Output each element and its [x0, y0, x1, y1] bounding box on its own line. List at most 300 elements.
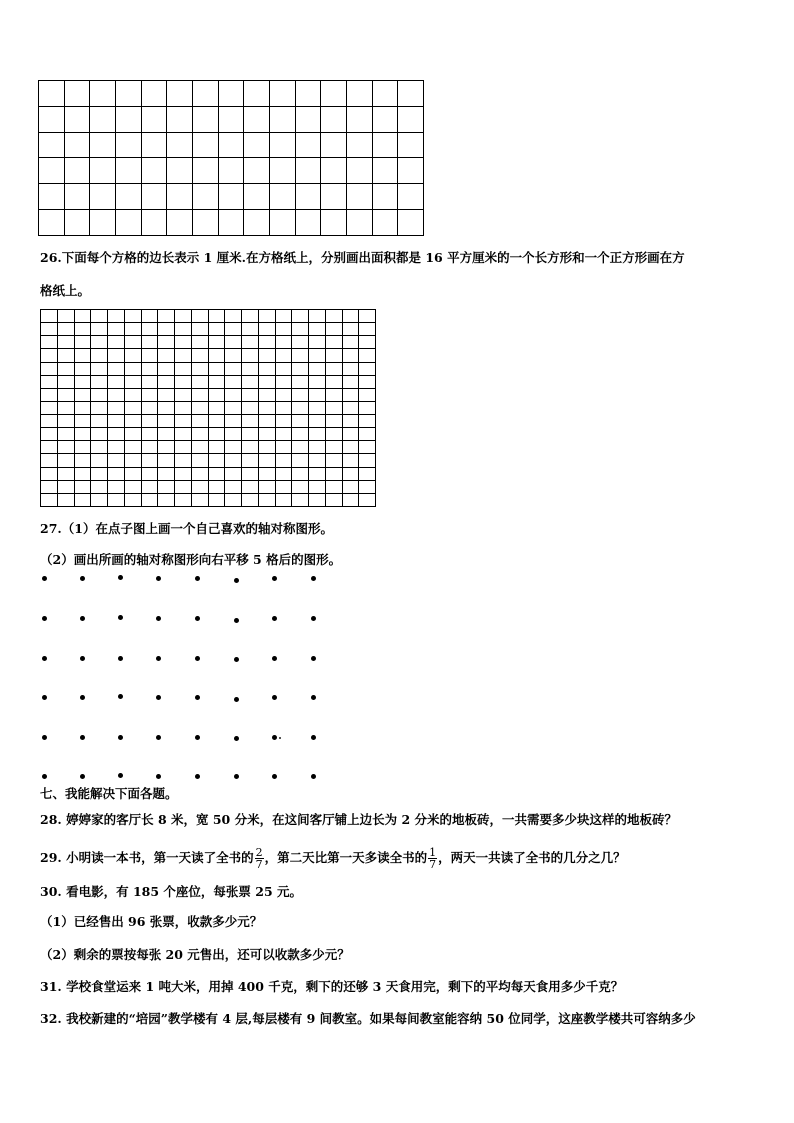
- grid-cell: [359, 415, 376, 428]
- grid-cell: [39, 158, 65, 184]
- grid-cell: [141, 362, 158, 375]
- grid-cell: [372, 210, 398, 236]
- grid-cell: [244, 132, 270, 158]
- grid-cell: [141, 336, 158, 349]
- grid-cell: [295, 106, 321, 132]
- grid-dot: [195, 616, 200, 621]
- q27-part2: （2）画出所画的轴对称图形向右平移 5 格后的图形。: [40, 552, 342, 567]
- grid-cell: [292, 388, 309, 401]
- grid-cell: [158, 336, 175, 349]
- grid-dot: [80, 735, 85, 740]
- grid-dot: [311, 695, 316, 700]
- grid-cell: [64, 132, 90, 158]
- grid-dot: [118, 735, 123, 740]
- grid-cell: [141, 323, 158, 336]
- grid-cell: [342, 428, 359, 441]
- grid-cell: [258, 428, 275, 441]
- grid-cell: [191, 401, 208, 414]
- grid-cell: [208, 415, 225, 428]
- answer-grid-top: [38, 80, 424, 236]
- grid-cell: [292, 310, 309, 323]
- grid-cell: [295, 132, 321, 158]
- grid-cell: [74, 349, 91, 362]
- grid-cell: [91, 375, 108, 388]
- grid-cell: [175, 401, 192, 414]
- grid-cell: [41, 323, 58, 336]
- grid-cell: [108, 388, 125, 401]
- grid-cell: [275, 323, 292, 336]
- grid-cell: [192, 158, 218, 184]
- grid-cell: [244, 106, 270, 132]
- grid-cell: [39, 210, 65, 236]
- grid-cell: [242, 467, 259, 480]
- grid-cell: [57, 323, 74, 336]
- grid-cell: [269, 81, 295, 107]
- q27-part2-line: [40, 552, 341, 568]
- grid-cell: [269, 184, 295, 210]
- grid-cell: [74, 428, 91, 441]
- grid-cell: [325, 480, 342, 493]
- grid-cell: [225, 493, 242, 506]
- grid-cell: [41, 441, 58, 454]
- grid-cell: [158, 401, 175, 414]
- grid-cell: [359, 375, 376, 388]
- grid-cell: [242, 336, 259, 349]
- grid-cell: [39, 184, 65, 210]
- grid-dot: [156, 576, 161, 581]
- grid-cell: [225, 467, 242, 480]
- grid-cell: [108, 375, 125, 388]
- grid-cell: [325, 415, 342, 428]
- grid-cell: [141, 454, 158, 467]
- grid-dot: [80, 616, 85, 621]
- grid-cell: [91, 441, 108, 454]
- grid-cell: [359, 441, 376, 454]
- grid-cell: [269, 132, 295, 158]
- grid-cell: [41, 336, 58, 349]
- q28-number: 28.: [40, 812, 62, 827]
- grid-dot: [156, 656, 161, 661]
- grid-cell: [191, 323, 208, 336]
- q29-text-a: 小明读一本书，第一天读了全书的: [66, 850, 254, 865]
- q26-text-line2: 格纸上。: [40, 283, 91, 298]
- grid-cell: [275, 336, 292, 349]
- grid-cell: [275, 480, 292, 493]
- grid-cell: [74, 467, 91, 480]
- grid-cell: [225, 375, 242, 388]
- grid-cell: [346, 132, 372, 158]
- grid-cell: [398, 210, 424, 236]
- q29-frac1-num: 2: [255, 846, 263, 859]
- grid-dot: [42, 656, 47, 661]
- grid-cell: [141, 401, 158, 414]
- grid-cell: [372, 158, 398, 184]
- grid-cell: [242, 415, 259, 428]
- grid-cell: [309, 401, 326, 414]
- grid-cell: [346, 210, 372, 236]
- grid-cell: [57, 441, 74, 454]
- grid-cell: [398, 184, 424, 210]
- grid-cell: [91, 323, 108, 336]
- q29-number: 29.: [40, 850, 62, 865]
- grid-cell: [158, 454, 175, 467]
- grid-cell: [309, 454, 326, 467]
- grid-cell: [141, 184, 167, 210]
- grid-cell: [57, 349, 74, 362]
- grid-dot: [195, 656, 200, 661]
- grid-cell: [244, 81, 270, 107]
- grid-cell: [342, 441, 359, 454]
- grid-cell: [309, 336, 326, 349]
- grid-cell: [342, 454, 359, 467]
- grid-cell: [158, 310, 175, 323]
- grid-cell: [309, 493, 326, 506]
- grid-cell: [124, 454, 141, 467]
- grid-cell: [74, 336, 91, 349]
- grid-cell: [258, 336, 275, 349]
- grid-cell: [91, 349, 108, 362]
- grid-dot: [311, 616, 316, 621]
- grid-cell: [242, 480, 259, 493]
- grid-cell: [167, 158, 193, 184]
- grid-cell: [258, 441, 275, 454]
- grid-cell: [158, 362, 175, 375]
- grid-cell: [269, 106, 295, 132]
- grid-cell: [41, 310, 58, 323]
- grid-cell: [115, 210, 141, 236]
- q27-number: 27.: [40, 521, 62, 536]
- grid-cell: [325, 428, 342, 441]
- grid-cell: [91, 493, 108, 506]
- grid-cell: [208, 493, 225, 506]
- grid-cell: [91, 336, 108, 349]
- grid-cell: [309, 388, 326, 401]
- grid-cell: [292, 480, 309, 493]
- grid-cell: [74, 454, 91, 467]
- grid-cell: [244, 184, 270, 210]
- grid-cell: [325, 467, 342, 480]
- q29-line: [40, 846, 626, 870]
- grid-cell: [91, 480, 108, 493]
- grid-cell: [208, 375, 225, 388]
- grid-cell: [74, 323, 91, 336]
- grid-cell: [57, 401, 74, 414]
- grid-cell: [342, 401, 359, 414]
- grid-cell: [64, 106, 90, 132]
- grid-cell: [175, 375, 192, 388]
- grid-cell: [91, 362, 108, 375]
- grid-cell: [41, 375, 58, 388]
- grid-cell: [359, 493, 376, 506]
- grid-cell: [309, 310, 326, 323]
- grid-cell: [208, 349, 225, 362]
- grid-cell: [74, 375, 91, 388]
- grid-dot: [80, 576, 85, 581]
- grid-cell: [258, 454, 275, 467]
- grid-cell: [39, 106, 65, 132]
- grid-cell: [57, 493, 74, 506]
- q32-number: 32.: [40, 1011, 62, 1026]
- grid-cell: [208, 441, 225, 454]
- grid-cell: [108, 428, 125, 441]
- grid-cell: [115, 184, 141, 210]
- grid-cell: [346, 81, 372, 107]
- grid-cell: [108, 415, 125, 428]
- grid-cell: [192, 81, 218, 107]
- grid-dot: [272, 735, 277, 740]
- grid-cell: [124, 441, 141, 454]
- q29-frac1-den: 7: [255, 858, 263, 871]
- grid-cell: [90, 184, 116, 210]
- grid-cell: [175, 480, 192, 493]
- grid-dot: [42, 695, 47, 700]
- grid-cell: [90, 81, 116, 107]
- grid-cell: [342, 493, 359, 506]
- grid-cell: [124, 480, 141, 493]
- grid-cell: [325, 493, 342, 506]
- grid-cell: [342, 349, 359, 362]
- grid-cell: [342, 375, 359, 388]
- grid-cell: [192, 210, 218, 236]
- grid-cell: [258, 415, 275, 428]
- grid-cell: [372, 81, 398, 107]
- grid-cell: [292, 349, 309, 362]
- grid-cell: [208, 480, 225, 493]
- grid-dot: [234, 774, 239, 779]
- grid-cell: [242, 310, 259, 323]
- q31-number: 31.: [40, 979, 62, 994]
- grid-cell: [398, 106, 424, 132]
- grid-cell: [292, 467, 309, 480]
- grid-cell: [218, 158, 244, 184]
- grid-dot: [118, 575, 123, 580]
- grid-cell: [258, 362, 275, 375]
- grid-dot: [42, 735, 47, 740]
- q30-line: [40, 884, 302, 900]
- grid-cell: [359, 362, 376, 375]
- grid-cell: [218, 132, 244, 158]
- grid-cell: [141, 428, 158, 441]
- grid-cell: [321, 132, 347, 158]
- grid-cell: [108, 441, 125, 454]
- grid-cell: [275, 493, 292, 506]
- grid-cell: [325, 362, 342, 375]
- grid-cell: [191, 375, 208, 388]
- grid-cell: [64, 210, 90, 236]
- stray-mark: [279, 737, 281, 739]
- grid-cell: [167, 210, 193, 236]
- grid-cell: [167, 184, 193, 210]
- grid-cell: [141, 441, 158, 454]
- grid-cell: [124, 362, 141, 375]
- grid-cell: [295, 184, 321, 210]
- grid-cell: [225, 428, 242, 441]
- q26-line1: [40, 250, 685, 266]
- grid-cell: [175, 493, 192, 506]
- grid-cell: [64, 158, 90, 184]
- q32-text: 我校新建的“培园”教学楼有 4 层,每层楼有 9 间教室。如果每间教室能容纳 50 位同学，这座教学楼共可容纳多少: [66, 1011, 696, 1026]
- grid-cell: [275, 441, 292, 454]
- grid-cell: [242, 349, 259, 362]
- grid-cell: [64, 184, 90, 210]
- grid-cell: [244, 158, 270, 184]
- grid-cell: [244, 210, 270, 236]
- grid-cell: [346, 106, 372, 132]
- grid-cell: [124, 336, 141, 349]
- grid-dot: [195, 774, 200, 779]
- grid-cell: [39, 81, 65, 107]
- grid-cell: [372, 106, 398, 132]
- grid-cell: [90, 210, 116, 236]
- grid-cell: [175, 349, 192, 362]
- grid-cell: [175, 323, 192, 336]
- grid-cell: [158, 375, 175, 388]
- q26-text-line1: 下面每个方格的边长表示 1 厘米.在方格纸上，分别画出面积都是 16 平方厘米的一个长方形和一个正方形画在方: [61, 250, 685, 265]
- grid-cell: [141, 415, 158, 428]
- q29-fraction-2: [428, 847, 437, 870]
- grid-cell: [292, 336, 309, 349]
- grid-cell: [115, 106, 141, 132]
- grid-cell: [90, 158, 116, 184]
- grid-cell: [64, 81, 90, 107]
- grid-dot: [42, 576, 47, 581]
- grid-cell: [108, 349, 125, 362]
- grid-cell: [295, 81, 321, 107]
- grid-cell: [192, 106, 218, 132]
- grid-dot: [80, 656, 85, 661]
- grid-cell: [208, 454, 225, 467]
- grid-cell: [292, 401, 309, 414]
- grid-cell: [158, 349, 175, 362]
- grid-cell: [242, 388, 259, 401]
- grid-cell: [74, 401, 91, 414]
- grid-cell: [74, 441, 91, 454]
- grid-cell: [57, 310, 74, 323]
- grid-cell: [74, 480, 91, 493]
- grid-cell: [124, 415, 141, 428]
- grid-cell: [192, 184, 218, 210]
- grid-cell: [325, 310, 342, 323]
- grid-cell: [208, 428, 225, 441]
- q31-text: 学校食堂运来 1 吨大米，用掉 400 千克，剩下的还够 3 天食用完，剩下的平均每天食用多少千克？: [66, 979, 624, 994]
- grid-cell: [141, 310, 158, 323]
- grid-cell: [108, 336, 125, 349]
- grid-cell: [57, 428, 74, 441]
- grid-cell: [398, 132, 424, 158]
- q28-text: 婷婷家的客厅长 8 米，宽 50 分米，在这间客厅铺上边长为 2 分米的地板砖，一共需要多少块这样的地板砖？: [66, 812, 678, 827]
- grid-cell: [309, 323, 326, 336]
- grid-cell: [242, 493, 259, 506]
- grid-cell: [124, 388, 141, 401]
- grid-cell: [295, 210, 321, 236]
- grid-cell: [141, 158, 167, 184]
- grid-cell: [218, 106, 244, 132]
- grid-cell: [208, 310, 225, 323]
- grid-cell: [124, 349, 141, 362]
- grid-cell: [258, 401, 275, 414]
- grid-cell: [346, 158, 372, 184]
- grid-cell: [258, 467, 275, 480]
- grid-cell: [41, 480, 58, 493]
- grid-cell: [242, 441, 259, 454]
- grid-cell: [359, 467, 376, 480]
- grid-cell: [141, 210, 167, 236]
- q26-number: 26.: [40, 250, 62, 265]
- grid-cell: [258, 349, 275, 362]
- grid-cell: [175, 415, 192, 428]
- grid-cell: [90, 132, 116, 158]
- grid-cell: [321, 184, 347, 210]
- grid-cell: [292, 428, 309, 441]
- grid-cell: [359, 401, 376, 414]
- grid-cell: [124, 310, 141, 323]
- grid-cell: [191, 310, 208, 323]
- grid-cell: [208, 336, 225, 349]
- grid-cell: [292, 375, 309, 388]
- grid-dot: [234, 578, 239, 583]
- grid-cell: [225, 323, 242, 336]
- grid-cell: [225, 388, 242, 401]
- grid-cell: [242, 428, 259, 441]
- grid-cell: [175, 336, 192, 349]
- grid-cell: [359, 428, 376, 441]
- grid-cell: [258, 375, 275, 388]
- grid-cell: [192, 132, 218, 158]
- grid-cell: [325, 401, 342, 414]
- grid-cell: [158, 467, 175, 480]
- grid-dot: [272, 656, 277, 661]
- grid-cell: [242, 401, 259, 414]
- grid-cell: [74, 362, 91, 375]
- q30-part2: （2）剩余的票按每张 20 元售出，还可以收款多少元？: [40, 947, 350, 962]
- grid-cell: [359, 336, 376, 349]
- grid-cell: [141, 132, 167, 158]
- grid-cell: [275, 415, 292, 428]
- grid-dot: [156, 774, 161, 779]
- grid-cell: [91, 415, 108, 428]
- section7-title: 七、我能解决下面各题。: [40, 786, 178, 801]
- grid-cell: [158, 428, 175, 441]
- grid-cell: [321, 81, 347, 107]
- grid-cell: [41, 401, 58, 414]
- grid-dot: [80, 695, 85, 700]
- grid-cell: [292, 415, 309, 428]
- q31-line: [40, 979, 623, 995]
- grid-cell: [309, 375, 326, 388]
- grid-cell: [115, 132, 141, 158]
- grid-cell: [191, 388, 208, 401]
- grid-cell: [225, 362, 242, 375]
- grid-cell: [359, 310, 376, 323]
- grid-dot: [118, 773, 123, 778]
- grid-cell: [321, 210, 347, 236]
- grid-cell: [91, 454, 108, 467]
- q29-text-c: ，两天一共读了全书的几分之几？: [438, 850, 626, 865]
- grid-cell: [90, 106, 116, 132]
- grid-dot: [234, 657, 239, 662]
- grid-cell: [342, 415, 359, 428]
- grid-dot: [234, 697, 239, 702]
- grid-dot: [195, 576, 200, 581]
- grid-cell: [258, 388, 275, 401]
- grid-cell: [321, 158, 347, 184]
- grid-cell: [91, 401, 108, 414]
- grid-cell: [57, 362, 74, 375]
- grid-cell: [325, 349, 342, 362]
- grid-cell: [191, 415, 208, 428]
- grid-cell: [275, 428, 292, 441]
- grid-cell: [175, 310, 192, 323]
